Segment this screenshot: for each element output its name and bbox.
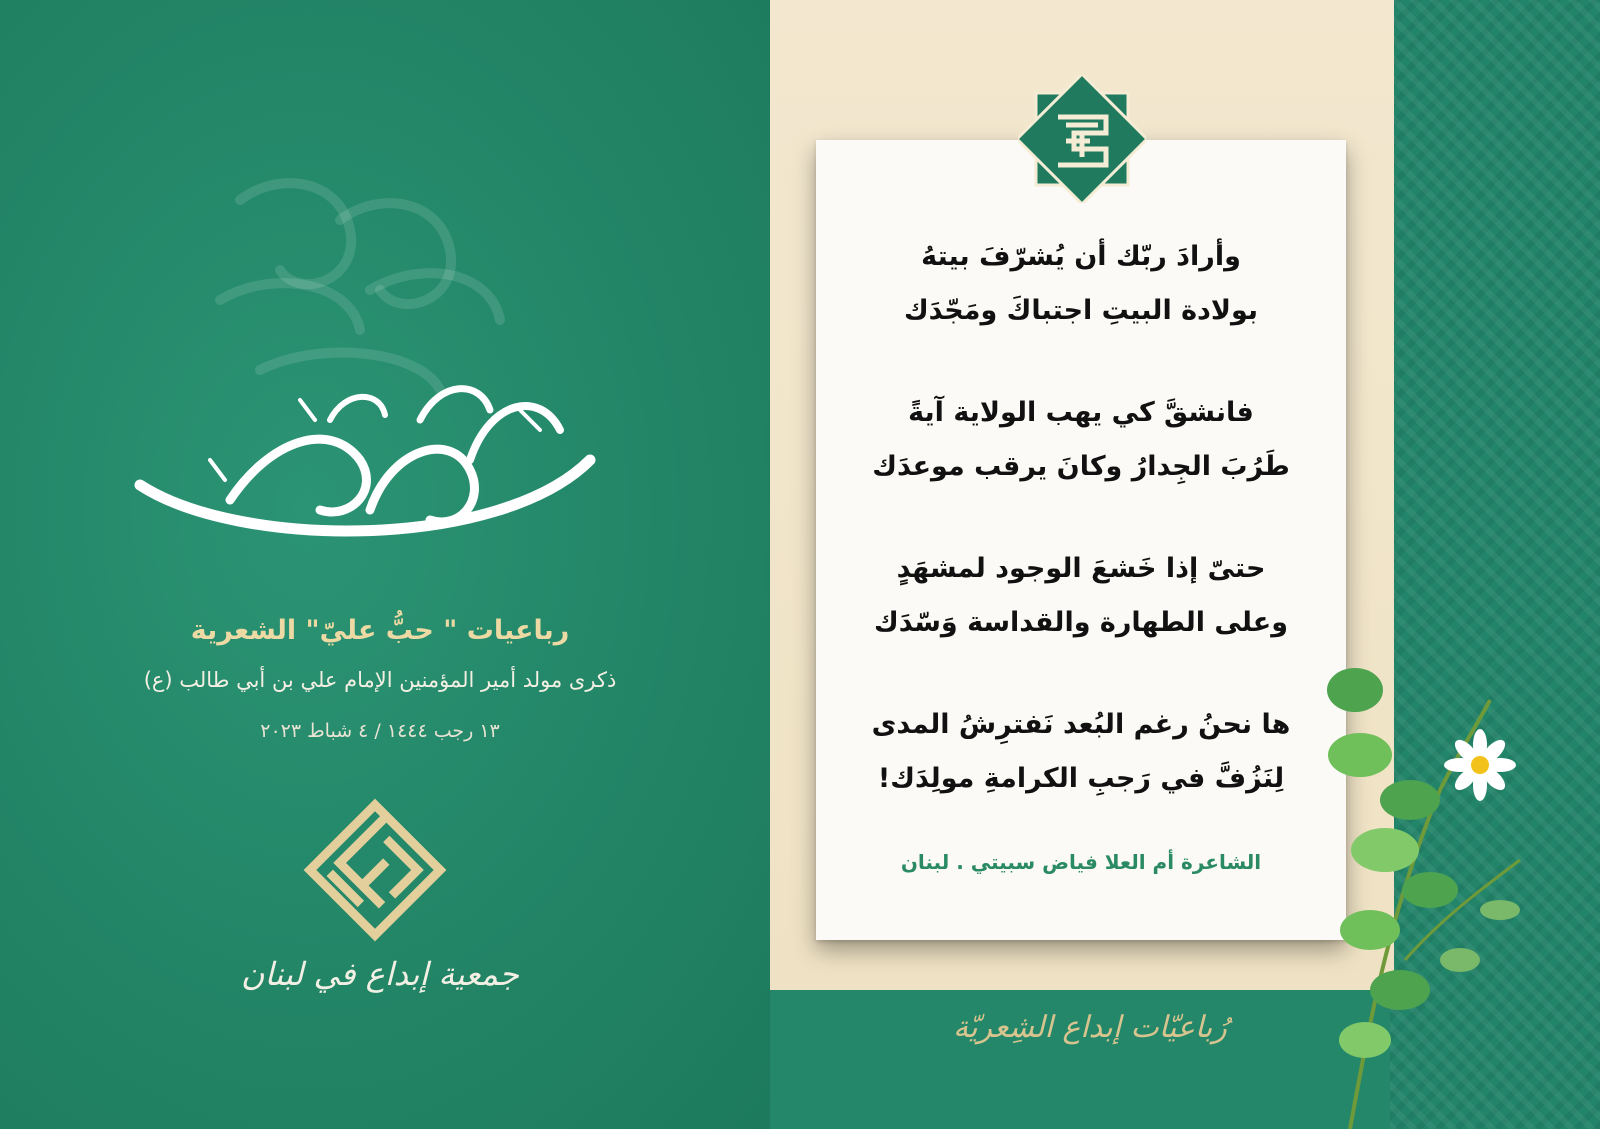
- event-title: رباعيات " حبُّ عليّ" الشعرية: [190, 615, 570, 646]
- bottom-caption: رُباعيّات إبداع الشِعريّة: [953, 1010, 1227, 1045]
- stanza: [816, 230, 1346, 338]
- emblem-icon: [1018, 75, 1146, 203]
- organization-name: جمعية إبداع في لبنان: [241, 955, 519, 993]
- kufic-logo-icon: [300, 795, 450, 945]
- stanza: [816, 698, 1346, 806]
- verse-line: فانشقَّ كي يهب الولاية آيةً: [908, 397, 1254, 428]
- plant-decoration: [1310, 660, 1570, 1129]
- verse-line: وعلى الطهارة والقداسة وَسّدَك: [874, 607, 1288, 638]
- event-subtitle: ذكرى مولد أمير المؤمنين الإمام علي بن أبي طالب (ع): [143, 668, 617, 692]
- verse-line: ها نحنُ رغم البُعد نَفترِشُ المدى: [871, 709, 1291, 740]
- event-date: ١٣ رجب ١٤٤٤ / ٤ شباط ٢٠٢٣: [260, 720, 500, 742]
- poem: [816, 230, 1346, 854]
- stanza: [816, 542, 1346, 650]
- calligraphy-text: حب علي: [378, 530, 382, 531]
- verse-line: طَرُبَ الجِدارُ وكانَ يرقب موعدَك: [872, 451, 1290, 482]
- verse-line: حتىّ إذا خَشعَ الوجود لمشهَدٍ: [896, 553, 1266, 584]
- calligraphy-logo: [120, 160, 640, 580]
- verse-line: وأرادَ ربّك أن يُشرّفَ بيتهُ: [921, 241, 1241, 272]
- poet-credit: الشاعرة أم العلا فياض سبيتي . لبنان: [900, 850, 1262, 874]
- verse-line: بولادة البيتِ اجتباكَ ومَجّدَك: [903, 295, 1259, 326]
- stanza: [816, 386, 1346, 494]
- verse-line: لِنَزُفَّ في رَجبِ الكرامةِ مولِدَك!: [877, 763, 1285, 794]
